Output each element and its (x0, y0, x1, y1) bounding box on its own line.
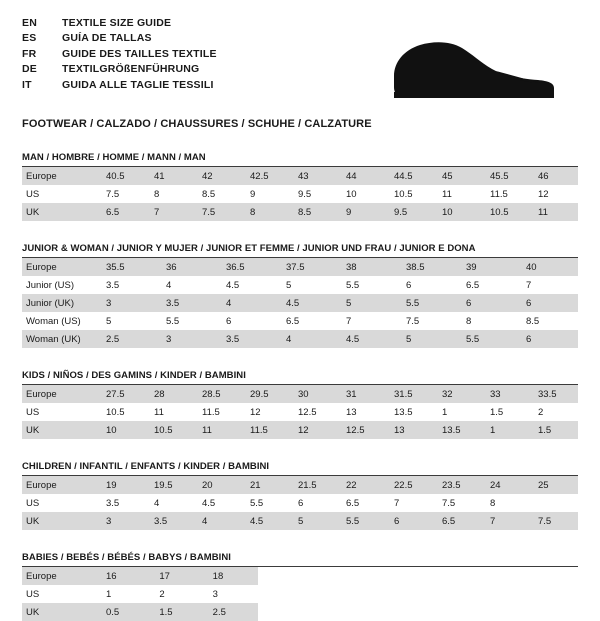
cell: 39 (458, 258, 518, 276)
table-row (22, 421, 578, 439)
language-row (22, 62, 217, 77)
group-title: BABIES / BEBÉS / BÉBÉS / BABYS / BAMBINI (22, 552, 578, 567)
cell: 6 (458, 294, 518, 312)
cell: 9.5 (386, 203, 434, 221)
cell: 3 (212, 588, 218, 600)
cell (365, 603, 418, 621)
language-title: GUIDE DES TAILLES TEXTILE (62, 47, 217, 60)
cell: 11.5 (242, 421, 290, 439)
cell: 11 (154, 406, 164, 418)
cell: 8.5 (526, 315, 540, 327)
cell (311, 585, 364, 603)
cell: 29.5 (242, 385, 290, 403)
table-row (22, 276, 578, 294)
cell: 5 (398, 330, 458, 348)
cell (365, 567, 418, 585)
category-title: FOOTWEAR / CALZADO / CHAUSSURES / SCHUHE / CALZATURE (22, 118, 372, 130)
cell (471, 567, 524, 585)
language-row (22, 47, 217, 62)
cell: 30 (290, 385, 338, 403)
cell: 7.5 (406, 315, 420, 327)
cell: 6 (298, 497, 304, 509)
cell: 31.5 (386, 385, 434, 403)
cell (311, 567, 364, 585)
cell: 11.5 (202, 406, 220, 418)
cell: 22.5 (386, 476, 434, 494)
group-title: KIDS / NIÑOS / DES GAMINS / KINDER / BAMBINI (22, 370, 578, 385)
cell: 5 (286, 279, 292, 291)
cell: 3 (98, 512, 146, 530)
cell (471, 603, 524, 621)
language-row (22, 16, 217, 31)
table-row (22, 203, 578, 221)
row-label: Europe (22, 258, 98, 276)
cell: 18 (205, 567, 258, 585)
cell: 10 (346, 188, 357, 200)
cell: 4.5 (202, 497, 216, 509)
page-header (22, 16, 578, 108)
cell: 1.5 (151, 603, 204, 621)
language-title: GUIDA ALLE TAGLIE TESSILI (62, 78, 214, 91)
table-row (22, 403, 578, 421)
cell: 35.5 (98, 258, 158, 276)
cell: 3.5 (106, 497, 120, 509)
row-label: US (26, 497, 40, 509)
cell: 25 (530, 476, 578, 494)
cell: 10 (98, 421, 146, 439)
cell: 1 (106, 588, 112, 600)
cell: 5.5 (250, 497, 264, 509)
cell: 13 (346, 406, 357, 418)
cell: 3.5 (158, 294, 218, 312)
cell: 17 (151, 567, 204, 585)
language-code: IT (22, 78, 32, 91)
cell: 2.5 (98, 330, 158, 348)
row-label: Woman (US) (26, 315, 81, 327)
row-label: US (26, 188, 40, 200)
cell: 16 (98, 567, 151, 585)
table-row (22, 294, 578, 312)
cell: 8.5 (202, 188, 216, 200)
cell: 45 (434, 167, 482, 185)
cell: 9 (250, 188, 256, 200)
table-row (22, 385, 578, 403)
language-row (22, 31, 217, 46)
table-row (22, 330, 578, 348)
language-title: GUÍA DE TALLAS (62, 32, 152, 45)
group-man (22, 152, 578, 221)
cell: 2.5 (205, 603, 258, 621)
group-children (22, 461, 578, 530)
cell: 6.5 (434, 512, 482, 530)
cell (471, 585, 524, 603)
table-row (22, 585, 578, 603)
cell: 13 (386, 421, 434, 439)
cell (525, 603, 578, 621)
cell: 44.5 (386, 167, 434, 185)
cell (418, 585, 471, 603)
language-title: TEXTILE SIZE GUIDE (62, 17, 172, 29)
cell: 6.5 (286, 315, 300, 327)
cell: 6.5 (466, 279, 480, 291)
cell: 21.5 (290, 476, 338, 494)
cell: 42.5 (242, 167, 290, 185)
cell (365, 585, 418, 603)
cell: 5.5 (458, 330, 518, 348)
language-title-list (22, 16, 217, 93)
table-row (22, 476, 578, 494)
cell: 5 (290, 512, 338, 530)
cell: 32 (434, 385, 482, 403)
table-row (22, 494, 578, 512)
cell: 5.5 (398, 294, 458, 312)
cell: 9.5 (298, 188, 312, 200)
language-code: ES (22, 32, 37, 45)
cell: 4 (278, 330, 338, 348)
cell: 0.5 (98, 603, 151, 621)
cell: 7 (482, 512, 530, 530)
cell: 4 (194, 512, 242, 530)
cell: 42 (194, 167, 242, 185)
cell: 40 (518, 258, 578, 276)
cell: 8 (242, 203, 290, 221)
cell (418, 567, 471, 585)
row-label: US (26, 406, 40, 418)
cell: 4 (154, 497, 160, 509)
row-label: Europe (22, 385, 98, 403)
cell: 23.5 (434, 476, 482, 494)
cell: 33.5 (530, 385, 578, 403)
cell: 7.5 (442, 497, 456, 509)
cell: 10 (434, 203, 482, 221)
cell: 22 (338, 476, 386, 494)
cell (525, 585, 578, 603)
cell: 28 (146, 385, 194, 403)
cell: 5 (106, 315, 112, 327)
cell: 7.5 (106, 188, 120, 200)
group-junior-woman (22, 243, 578, 348)
cell (258, 567, 311, 585)
cell: 6 (518, 330, 578, 348)
cell: 8 (154, 188, 160, 200)
cell: 38.5 (398, 258, 458, 276)
cell: 3.5 (218, 330, 278, 348)
row-label: Junior (US) (26, 279, 75, 291)
size-table-man (22, 167, 578, 221)
table-row (22, 312, 578, 330)
cell: 11 (194, 421, 242, 439)
row-label: UK (22, 512, 98, 530)
size-table-babies (22, 567, 578, 621)
cell (530, 494, 578, 512)
cell: 5.5 (166, 315, 180, 327)
cell: 46 (530, 167, 578, 185)
cell: 1 (482, 421, 530, 439)
language-code: DE (22, 63, 37, 76)
cell: 5 (338, 294, 398, 312)
cell (311, 603, 364, 621)
row-label: UK (22, 203, 98, 221)
cell: 4.5 (226, 279, 240, 291)
cell: 8 (490, 497, 496, 509)
cell: 12 (290, 421, 338, 439)
cell: 2 (159, 588, 165, 600)
cell (525, 567, 578, 585)
cell: 3.5 (146, 512, 194, 530)
cell: 3 (98, 294, 158, 312)
cell: 12 (250, 406, 261, 418)
table-row (22, 512, 578, 530)
cell: 8 (466, 315, 472, 327)
cell: 19.5 (146, 476, 194, 494)
cell: 5.5 (338, 512, 386, 530)
cell: 4.5 (338, 330, 398, 348)
cell: 4 (218, 294, 278, 312)
table-row (22, 258, 578, 276)
cell: 7 (394, 497, 400, 509)
cell: 6 (226, 315, 232, 327)
cell: 28.5 (194, 385, 242, 403)
cell: 1.5 (490, 406, 504, 418)
language-code: FR (22, 47, 37, 60)
cell: 13.5 (434, 421, 482, 439)
cell: 10.5 (482, 203, 530, 221)
row-label: Junior (UK) (22, 294, 98, 312)
cell: 11.5 (490, 188, 508, 200)
row-label: Woman (UK) (22, 330, 98, 348)
cell: 7.5 (194, 203, 242, 221)
cell: 21 (242, 476, 290, 494)
cell: 3.5 (106, 279, 120, 291)
table-row (22, 603, 578, 621)
cell (258, 603, 311, 621)
cell: 44 (338, 167, 386, 185)
cell: 13.5 (394, 406, 413, 418)
cell: 41 (146, 167, 194, 185)
group-title: JUNIOR & WOMAN / JUNIOR Y MUJER / JUNIOR ET FEMME / JUNIOR UND FRAU / JUNIOR E DONA (22, 243, 578, 258)
cell: 7 (526, 279, 532, 291)
cell: 11 (530, 203, 578, 221)
cell: 6.5 (98, 203, 146, 221)
cell: 27.5 (98, 385, 146, 403)
language-code: EN (22, 17, 37, 29)
cell (418, 603, 471, 621)
group-babies (22, 552, 578, 621)
size-table-kids (22, 385, 578, 439)
table-row (22, 185, 578, 203)
cell: 6 (386, 512, 434, 530)
cell: 5.5 (346, 279, 360, 291)
cell: 37.5 (278, 258, 338, 276)
cell: 33 (482, 385, 530, 403)
cell: 3 (158, 330, 218, 348)
cell: 40.5 (98, 167, 146, 185)
size-table-junior-woman (22, 258, 578, 348)
row-label: UK (22, 421, 98, 439)
cell: 7 (346, 315, 352, 327)
group-title: CHILDREN / INFANTIL / ENFANTS / KINDER / BAMBINI (22, 461, 578, 476)
cell: 24 (482, 476, 530, 494)
cell: 6 (518, 294, 578, 312)
cell: 7.5 (530, 512, 578, 530)
row-label: US (26, 588, 40, 600)
table-row (22, 167, 578, 185)
cell: 12.5 (298, 406, 317, 418)
dress-shoe-icon (376, 32, 556, 107)
cell: 12 (538, 188, 549, 200)
row-label: Europe (22, 167, 98, 185)
table-row (22, 567, 578, 585)
cell: 1.5 (530, 421, 578, 439)
cell: 20 (194, 476, 242, 494)
cell: 9 (338, 203, 386, 221)
cell: 6 (406, 279, 412, 291)
cell: 43 (290, 167, 338, 185)
cell: 31 (338, 385, 386, 403)
cell: 19 (98, 476, 146, 494)
row-label: UK (22, 603, 98, 621)
language-row (22, 78, 217, 93)
cell: 36.5 (218, 258, 278, 276)
cell: 4 (166, 279, 172, 291)
cell: 45.5 (482, 167, 530, 185)
cell: 2 (538, 406, 544, 418)
group-kids (22, 370, 578, 439)
cell: 38 (338, 258, 398, 276)
cell: 8.5 (290, 203, 338, 221)
cell: 10.5 (146, 421, 194, 439)
cell: 6.5 (346, 497, 360, 509)
cell: 11 (442, 188, 452, 200)
cell: 1 (442, 406, 448, 418)
cell: 36 (158, 258, 218, 276)
cell: 7 (146, 203, 194, 221)
cell: 4.5 (242, 512, 290, 530)
cell: 12.5 (338, 421, 386, 439)
cell: 10.5 (394, 188, 413, 200)
language-title: TEXTILGRÖßENFÜHRUNG (62, 63, 200, 76)
group-title: MAN / HOMBRE / HOMME / MANN / MAN (22, 152, 578, 167)
cell: 10.5 (106, 406, 125, 418)
row-label: Europe (22, 476, 98, 494)
row-label: Europe (22, 567, 98, 585)
cell (258, 585, 311, 603)
size-table-children (22, 476, 578, 530)
cell: 4.5 (278, 294, 338, 312)
